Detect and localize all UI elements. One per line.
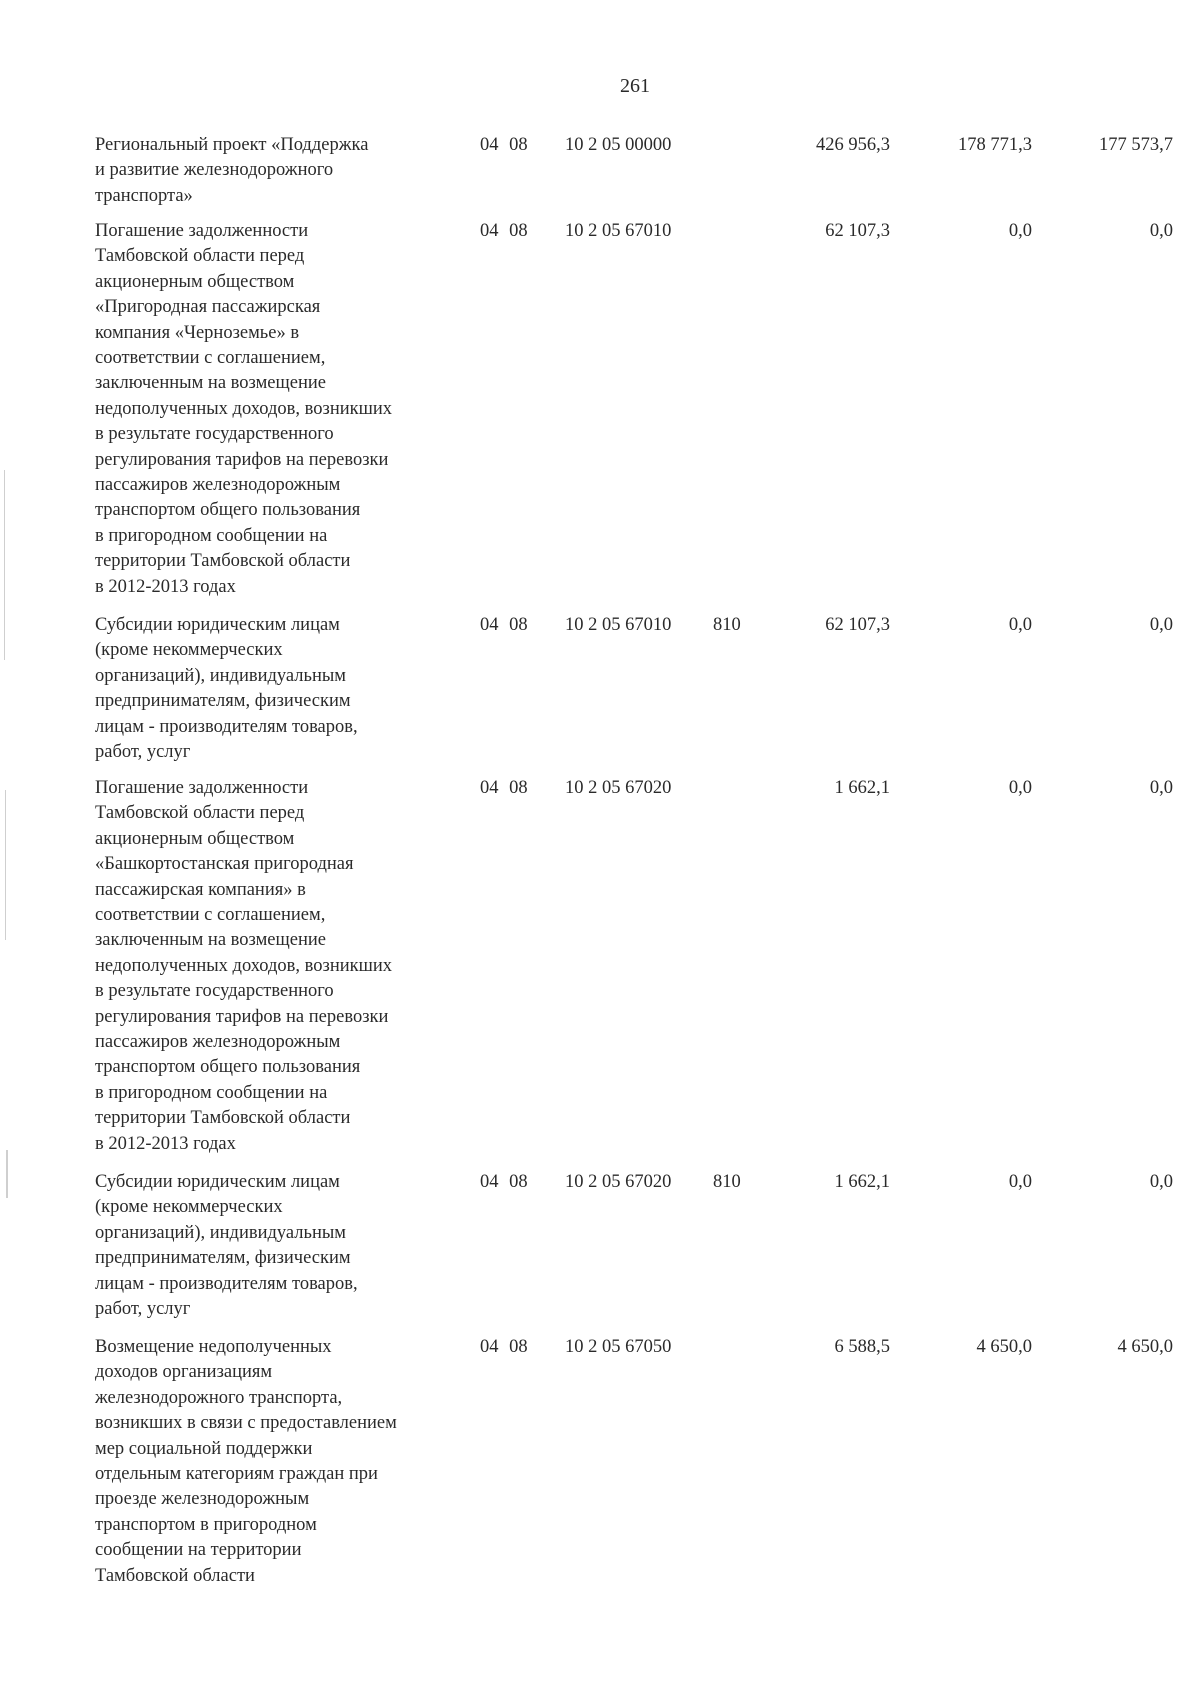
row-sum-2: 0,0	[1008, 1172, 1032, 1192]
row-section: 04 08	[480, 778, 528, 798]
row-sum-1: 426 956,3	[816, 135, 890, 155]
row-name: Погашение задолженности Тамбовской области перед акционерным обществом «Пригородная пассажирская компания «Черноземье» в соответствии с соглашением, заключенным на возмещение недополученных доходов, возникших в результате государственного регулирования тарифов на перевозки пассажиров железнодорожным транспортом общего пользования в пригородном сообщении на территории Тамбовской области в 2012-2013 годах	[95, 221, 393, 597]
scan-artifact	[4, 470, 5, 660]
row-target-code: 10 2 05 67010	[565, 615, 672, 635]
row-sum-3: 0,0	[1149, 1172, 1173, 1192]
row-sum-2: 0,0	[1008, 778, 1032, 798]
row-section: 04 08	[480, 1337, 528, 1357]
row-sum-1: 1 662,1	[834, 778, 890, 798]
row-expense-type: 810	[713, 615, 741, 635]
row-sum-2: 0,0	[1008, 615, 1032, 635]
row-target-code: 10 2 05 67050	[565, 1337, 672, 1357]
row-sum-2: 0,0	[1008, 221, 1032, 241]
row-sum-3: 0,0	[1149, 221, 1173, 241]
page-number: 261	[620, 75, 650, 97]
row-sum-1: 1 662,1	[834, 1172, 890, 1192]
row-section: 04 08	[480, 615, 528, 635]
row-name: Региональный проект «Поддержка и развитие железнодорожного транспорта»	[95, 135, 369, 206]
row-expense-type: 810	[713, 1172, 741, 1192]
row-sum-3: 0,0	[1149, 615, 1173, 635]
row-sum-1: 62 107,3	[825, 615, 890, 635]
row-name: Возмещение недополученных доходов организациям железнодорожного транспорта, возникших в связи с предоставлением мер социальной поддержки отдельным категориям граждан при проезде железнодорожным транспортом в пригородном сообщении на территории Тамбовской области	[95, 1337, 397, 1586]
row-sum-3: 0,0	[1149, 778, 1173, 798]
row-section: 04 08	[480, 135, 528, 155]
row-sum-2: 178 771,3	[958, 135, 1032, 155]
row-sum-3: 4 650,0	[1117, 1337, 1173, 1357]
row-section: 04 08	[480, 221, 528, 241]
row-name: Субсидии юридическим лицам (кроме некоммерческих организаций), индивидуальным предпринимателям, физическим лицам - производителям товаров, работ, услуг	[95, 1172, 358, 1320]
row-sum-1: 6 588,5	[834, 1337, 890, 1357]
row-sum-1: 62 107,3	[825, 221, 890, 241]
scan-artifact	[6, 1150, 8, 1198]
row-target-code: 10 2 05 67020	[565, 1172, 672, 1192]
row-sum-3: 177 573,7	[1099, 135, 1173, 155]
scan-artifact	[5, 790, 6, 940]
row-name: Погашение задолженности Тамбовской области перед акционерным обществом «Башкортостанская пригородная пассажирская компания» в соответствии с соглашением, заключенным на возмещение недополученных доходов, возникших в результате государственного регулирования тарифов на перевозки пассажиров железнодорожным транспортом общего пользования в пригородном сообщении на территории Тамбовской области в 2012-2013 годах	[95, 778, 393, 1154]
row-target-code: 10 2 05 67020	[565, 778, 672, 798]
row-target-code: 10 2 05 67010	[565, 221, 672, 241]
row-section: 04 08	[480, 1172, 528, 1192]
row-target-code: 10 2 05 00000	[565, 135, 672, 155]
row-name: Субсидии юридическим лицам (кроме некоммерческих организаций), индивидуальным предпринимателям, физическим лицам - производителям товаров, работ, услуг	[95, 615, 358, 763]
row-sum-2: 4 650,0	[976, 1337, 1032, 1357]
